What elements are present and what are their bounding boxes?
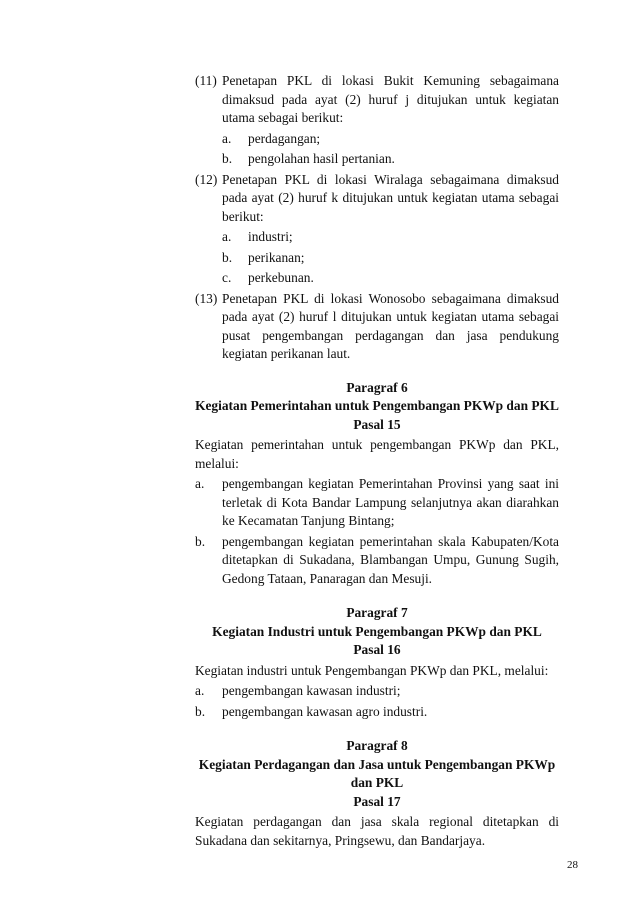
pasal-17-heading: Pasal 17 — [353, 793, 401, 809]
sub-letter: b. — [222, 151, 233, 166]
list-letter: b. — [195, 533, 206, 549]
sub-letter: a. — [222, 229, 232, 244]
ayat-12 — [195, 171, 559, 227]
pasal-15-item-b — [195, 533, 559, 589]
sub-text: pengolahan hasil pertanian. — [248, 151, 395, 166]
ayat-11 — [195, 72, 559, 128]
pasal-15-item-a — [195, 475, 559, 531]
document-body — [195, 72, 559, 850]
list-text: pengembangan kegiatan pemerintahan skala Kabupaten/Kota ditetapkan di Sukadana, Blambangan Umpu, Gunung Sugih, Gedong Tataan, Panaragan dan Mesuji. — [222, 533, 559, 586]
pasal-16-item-a — [195, 682, 559, 701]
ayat-13 — [195, 290, 559, 364]
paragraf-7-heading: Paragraf 7 — [346, 605, 408, 620]
ayat-number: (13) — [195, 290, 218, 306]
paragraf-8-title-line1: Kegiatan Perdagangan dan Jasa untuk Pengembangan PKWp — [198, 756, 556, 772]
pasal-17-text: Kegiatan perdagangan dan jasa skala regional ditetapkan di Sukadana dan sekitarnya, Pringsewu, dan Bandarjaya. — [195, 814, 559, 848]
ayat-12-sub-a — [222, 228, 559, 247]
paragraf-7-title: Kegiatan Industri untuk Pengembangan PKWp dan PKL — [212, 623, 542, 639]
ayat-number: (12) — [195, 171, 218, 187]
pasal-16-intro: Kegiatan industri untuk Pengembangan PKWp dan PKL, melalui: — [195, 662, 549, 678]
ayat-11-sub-b — [222, 150, 559, 169]
sub-text: perikanan; — [248, 249, 305, 265]
ayat-text: Penetapan PKL di lokasi Wiralaga sebagaimana dimaksud pada ayat (2) huruf k ditujukan untuk kegiatan utama sebagai berikut: — [222, 171, 559, 224]
sub-text: perdagangan; — [248, 130, 321, 146]
list-text: pengembangan kegiatan Pemerintahan Provinsi yang saat ini terletak di Kota Bandar Lampung selanjutnya akan diarahkan ke Kecamatan Tanjung Bintang; — [222, 476, 559, 528]
sub-letter: b. — [222, 249, 233, 265]
sub-text: industri; — [248, 229, 293, 244]
pasal-15-intro: Kegiatan pemerintahan untuk pengembangan PKWp dan PKL, melalui: — [195, 437, 559, 471]
ayat-text: Penetapan PKL di lokasi Bukit Kemuning sebagaimana dimaksud pada ayat (2) huruf j ditujukan untuk kegiatan utama sebagai berikut: — [222, 73, 559, 125]
paragraf-8-title-line2: dan PKL — [350, 775, 404, 790]
ayat-text: Penetapan PKL di lokasi Wonosobo sebagaimana dimaksud pada ayat (2) huruf l ditujukan untuk kegiatan utama sebagai pusat pengembangan perdagangan dan jasa pendukung kegiatan perikanan laut. — [222, 290, 559, 361]
paragraf-8-heading: Paragraf 8 — [346, 738, 408, 753]
ayat-number: (11) — [195, 73, 217, 88]
ayat-12-sub-c — [222, 269, 559, 288]
sub-text: perkebunan. — [248, 270, 314, 285]
paragraf-6-heading: Paragraf 6 — [346, 379, 408, 395]
ayat-12-sub-b — [222, 249, 559, 268]
list-letter: a. — [195, 476, 205, 491]
sub-letter: a. — [222, 130, 232, 146]
pasal-15-heading: Pasal 15 — [353, 416, 401, 432]
paragraf-6-title: Kegiatan Pemerintahan untuk Pengembangan PKWp dan PKL — [195, 398, 559, 413]
list-letter: a. — [195, 683, 205, 698]
ayat-11-sub-a — [222, 130, 559, 149]
sub-letter: c. — [222, 270, 232, 285]
list-text: pengembangan kawasan agro industri. — [222, 703, 428, 719]
pasal-16-item-b — [195, 703, 559, 722]
page-number: 28 — [567, 859, 578, 871]
pasal-16-heading: Pasal 16 — [353, 642, 401, 657]
list-letter: b. — [195, 703, 206, 719]
list-text: pengembangan kawasan industri; — [222, 683, 401, 698]
